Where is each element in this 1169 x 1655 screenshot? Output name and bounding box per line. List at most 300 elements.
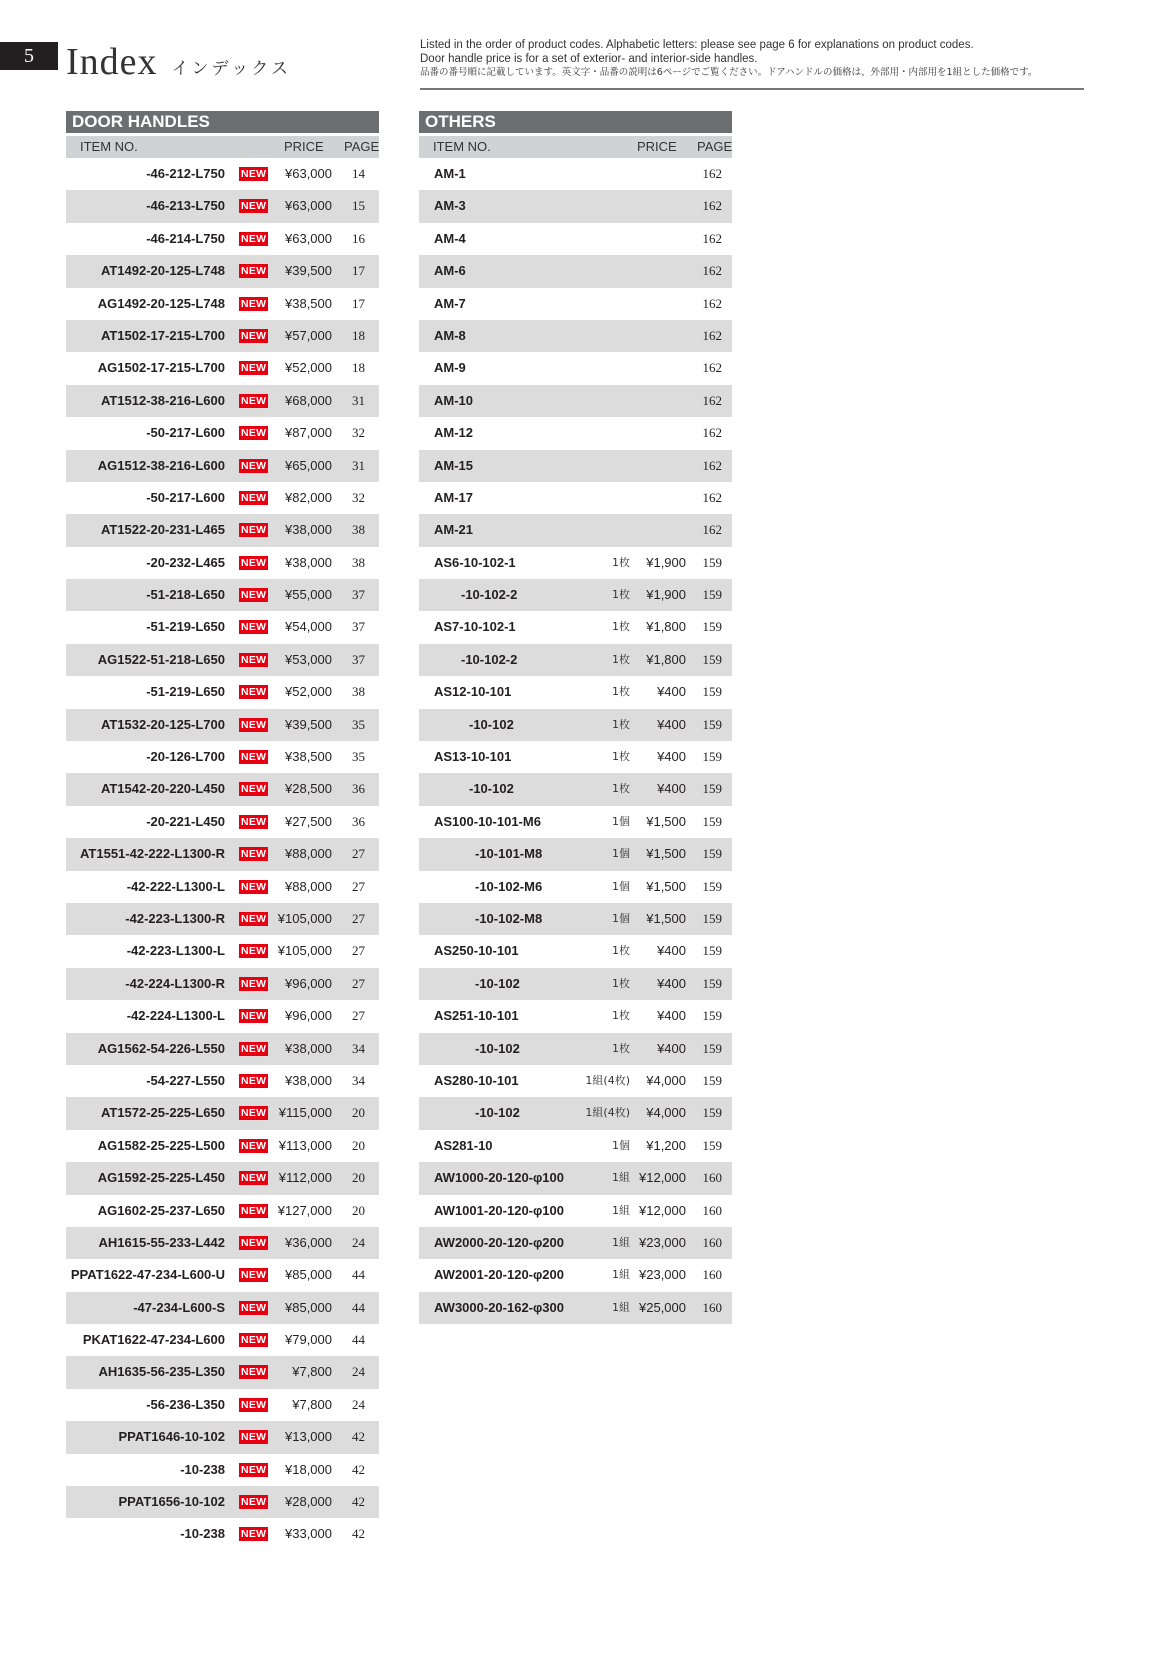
item-code: AM-21 xyxy=(434,522,474,538)
table-row xyxy=(66,1454,379,1486)
item-code: AG1522-51-218-L650 xyxy=(97,651,225,667)
item-price: ¥112,000 xyxy=(278,1170,332,1186)
others-section xyxy=(419,111,732,1324)
table-row xyxy=(66,352,379,384)
item-page: 38 xyxy=(352,554,365,570)
item-page: 20 xyxy=(352,1170,365,1186)
table-row xyxy=(66,1486,379,1518)
new-badge: NEW xyxy=(241,524,267,537)
item-code: AW3000-20-162-φ300 xyxy=(434,1299,564,1315)
item-page: 162 xyxy=(702,327,722,343)
item-price: ¥96,000 xyxy=(285,1008,332,1024)
item-code: AM-6 xyxy=(434,263,466,279)
item-code: -10-102-2 xyxy=(461,651,518,667)
table-row xyxy=(66,190,379,222)
item-code: -50-217-L600 xyxy=(146,425,225,441)
new-badge: NEW xyxy=(241,200,267,213)
item-price: ¥28,000 xyxy=(285,1494,332,1510)
item-code: -20-232-L465 xyxy=(146,554,225,570)
item-code: AT1551-42-222-L1300-R xyxy=(80,846,225,862)
new-badge: NEW xyxy=(241,1463,267,1476)
table-row xyxy=(419,806,732,838)
item-code: AM-4 xyxy=(434,230,466,246)
table-row xyxy=(66,1389,379,1421)
new-badge: NEW xyxy=(241,880,267,893)
item-code: AG1592-25-225-L450 xyxy=(97,1170,225,1186)
item-code: -10-102 xyxy=(475,1040,520,1056)
item-page: 24 xyxy=(352,1234,365,1250)
item-page: 18 xyxy=(352,327,365,343)
door-handles-rows xyxy=(66,158,379,1551)
item-page: 159 xyxy=(702,651,722,667)
item-price: ¥400 xyxy=(657,1008,686,1024)
item-price: ¥39,500 xyxy=(285,716,332,732)
item-page: 16 xyxy=(352,230,365,246)
table-row xyxy=(419,1000,732,1032)
item-page: 44 xyxy=(352,1299,365,1315)
table-row xyxy=(66,158,379,190)
item-page: 20 xyxy=(352,1202,365,1218)
item-code: -42-224-L1300-L xyxy=(126,1008,225,1024)
header-notes xyxy=(420,38,1100,80)
table-row xyxy=(419,547,732,579)
table-row xyxy=(66,1000,379,1032)
new-badge: NEW xyxy=(241,653,267,666)
item-price: ¥85,000 xyxy=(285,1299,332,1315)
item-page: 27 xyxy=(352,846,365,862)
item-price: ¥1,500 xyxy=(646,813,686,829)
item-page: 34 xyxy=(352,1072,365,1088)
table-row xyxy=(66,1227,379,1259)
new-badge: NEW xyxy=(241,815,267,828)
new-badge: NEW xyxy=(241,265,267,278)
item-page: 31 xyxy=(352,392,365,408)
item-price: ¥13,000 xyxy=(285,1429,332,1445)
note-price: Door handle price is for a set of exterior- and interior-side handles. xyxy=(420,53,758,65)
item-price: ¥1,500 xyxy=(646,846,686,862)
item-page: 24 xyxy=(352,1364,365,1380)
item-price: ¥88,000 xyxy=(285,846,332,862)
item-page: 15 xyxy=(352,198,365,214)
table-row xyxy=(419,935,732,967)
item-page: 36 xyxy=(352,813,365,829)
item-code: -51-219-L650 xyxy=(146,619,225,635)
item-code: AT1492-20-125-L748 xyxy=(100,263,225,279)
item-code: AM-17 xyxy=(434,489,474,505)
new-badge: NEW xyxy=(241,589,267,602)
table-row xyxy=(419,1065,732,1097)
item-page: 27 xyxy=(352,1008,365,1024)
table-row xyxy=(419,903,732,935)
item-page: 18 xyxy=(352,360,365,376)
item-code: -42-223-L1300-R xyxy=(125,910,225,926)
table-row xyxy=(66,968,379,1000)
item-code: -50-217-L600 xyxy=(146,489,225,505)
new-badge: NEW xyxy=(241,1204,267,1217)
item-price: ¥38,000 xyxy=(285,1040,332,1056)
item-page: 159 xyxy=(702,813,722,829)
door-handles-section xyxy=(66,111,379,1551)
item-page: 159 xyxy=(702,910,722,926)
item-code: AH1635-56-235-L350 xyxy=(98,1364,225,1380)
item-page: 162 xyxy=(702,457,722,473)
item-code: -42-224-L1300-R xyxy=(125,975,225,991)
item-code: AW2001-20-120-φ200 xyxy=(434,1267,564,1283)
table-row xyxy=(419,255,732,287)
table-row xyxy=(419,1227,732,1259)
item-page: 159 xyxy=(702,1008,722,1024)
new-badge: NEW xyxy=(241,977,267,990)
item-page: 42 xyxy=(352,1494,365,1510)
item-page: 159 xyxy=(702,554,722,570)
item-unit: 1組 xyxy=(612,1235,630,1249)
item-price: ¥1,800 xyxy=(646,619,686,635)
table-row xyxy=(66,288,379,320)
table-row xyxy=(66,547,379,579)
new-badge: NEW xyxy=(241,848,267,861)
table-row xyxy=(66,1130,379,1162)
table-row xyxy=(66,773,379,805)
item-page: 17 xyxy=(352,295,365,311)
col-item-no: ITEM NO. xyxy=(80,139,138,154)
new-badge: NEW xyxy=(241,1301,267,1314)
item-unit: 1枚 xyxy=(612,588,630,602)
item-page: 44 xyxy=(352,1332,365,1348)
item-page: 17 xyxy=(352,263,365,279)
item-price: ¥12,000 xyxy=(639,1202,686,1218)
item-code: AM-9 xyxy=(434,360,466,376)
item-page: 159 xyxy=(702,878,722,894)
item-unit: 1個 xyxy=(612,1138,630,1152)
item-page: 162 xyxy=(702,263,722,279)
item-page: 42 xyxy=(352,1526,365,1542)
item-price: ¥85,000 xyxy=(285,1267,332,1283)
item-unit: 1個 xyxy=(612,911,630,925)
item-code: AM-3 xyxy=(434,198,466,214)
table-row xyxy=(66,482,379,514)
item-unit: 1枚 xyxy=(612,685,630,699)
item-code: AS250-10-101 xyxy=(434,943,519,959)
item-code: AH1615-55-233-L442 xyxy=(98,1234,225,1250)
table-row xyxy=(66,579,379,611)
item-price: ¥54,000 xyxy=(285,619,332,635)
item-code: -46-213-L750 xyxy=(146,198,225,214)
item-unit: 1組 xyxy=(612,1300,630,1314)
item-page: 159 xyxy=(702,1105,722,1121)
new-badge: NEW xyxy=(241,556,267,569)
new-badge: NEW xyxy=(241,1139,267,1152)
others-rows xyxy=(419,158,732,1324)
page-number: 5 xyxy=(0,42,58,70)
new-badge: NEW xyxy=(241,912,267,925)
col-page: PAGE xyxy=(697,139,733,154)
item-price: ¥7,800 xyxy=(292,1396,332,1412)
table-row xyxy=(66,1065,379,1097)
item-code: AT1502-17-215-L700 xyxy=(100,327,225,343)
item-page: 160 xyxy=(702,1234,722,1250)
column-header xyxy=(66,133,379,158)
item-price: ¥96,000 xyxy=(285,975,332,991)
table-row xyxy=(66,1097,379,1129)
item-code: -10-102-M6 xyxy=(475,878,543,894)
table-row xyxy=(66,450,379,482)
item-code: -10-102 xyxy=(475,975,520,991)
item-price: ¥1,500 xyxy=(646,910,686,926)
table-row xyxy=(66,1195,379,1227)
item-page: 38 xyxy=(352,522,365,538)
item-code: AS13-10-101 xyxy=(434,749,512,765)
item-page: 42 xyxy=(352,1429,365,1445)
table-row xyxy=(66,676,379,708)
table-row xyxy=(419,1162,732,1194)
item-page: 159 xyxy=(702,943,722,959)
item-page: 27 xyxy=(352,878,365,894)
table-row xyxy=(66,1292,379,1324)
item-unit: 1枚 xyxy=(612,976,630,990)
item-code: AW1000-20-120-φ100 xyxy=(434,1170,564,1186)
item-price: ¥400 xyxy=(657,716,686,732)
new-badge: NEW xyxy=(241,232,267,245)
new-badge: NEW xyxy=(241,1172,267,1185)
item-page: 159 xyxy=(702,1040,722,1056)
item-price: ¥400 xyxy=(657,1040,686,1056)
new-badge: NEW xyxy=(241,1528,267,1541)
item-unit: 1組 xyxy=(612,1171,630,1185)
item-page: 162 xyxy=(702,425,722,441)
table-row xyxy=(419,190,732,222)
table-row xyxy=(66,1162,379,1194)
item-price: ¥1,900 xyxy=(646,554,686,570)
item-price: ¥57,000 xyxy=(285,327,332,343)
item-code: AS281-10 xyxy=(434,1137,493,1153)
item-unit: 1枚 xyxy=(612,620,630,634)
item-code: AS7-10-102-1 xyxy=(434,619,516,635)
table-row xyxy=(66,1356,379,1388)
new-badge: NEW xyxy=(241,427,267,440)
table-row xyxy=(419,320,732,352)
new-badge: NEW xyxy=(241,168,267,180)
item-page: 160 xyxy=(702,1267,722,1283)
item-page: 20 xyxy=(352,1105,365,1121)
table-row xyxy=(419,1097,732,1129)
new-badge: NEW xyxy=(241,1010,267,1023)
item-page: 35 xyxy=(352,716,365,732)
item-code: -54-227-L550 xyxy=(146,1072,225,1088)
item-price: ¥400 xyxy=(657,749,686,765)
new-badge: NEW xyxy=(241,1496,267,1509)
item-code: AG1602-25-237-L650 xyxy=(97,1202,225,1218)
item-code: AM-8 xyxy=(434,327,466,343)
item-page: 159 xyxy=(702,975,722,991)
item-price: ¥28,500 xyxy=(285,781,332,797)
item-code: AT1522-20-231-L465 xyxy=(100,522,225,538)
table-row xyxy=(419,1033,732,1065)
new-badge: NEW xyxy=(241,718,267,731)
item-code: -20-221-L450 xyxy=(146,813,225,829)
item-price: ¥63,000 xyxy=(285,166,332,181)
title-japanese: インデックス xyxy=(171,59,292,79)
item-code: -10-102 xyxy=(475,1105,520,1121)
item-code: AG1502-17-215-L700 xyxy=(97,360,225,376)
item-price: ¥400 xyxy=(657,975,686,991)
item-code: AM-7 xyxy=(434,295,466,311)
item-unit: 1組 xyxy=(612,1203,630,1217)
item-price: ¥55,000 xyxy=(285,587,332,603)
item-code: -10-102 xyxy=(469,781,514,797)
item-price: ¥127,000 xyxy=(277,1202,332,1218)
item-code: -10-238 xyxy=(180,1526,225,1542)
header-rule xyxy=(420,88,1084,90)
item-page: 159 xyxy=(702,619,722,635)
col-page: PAGE xyxy=(344,139,380,154)
item-price: ¥1,900 xyxy=(646,587,686,603)
item-code: AW1001-20-120-φ100 xyxy=(434,1202,564,1218)
item-code: -10-101-M8 xyxy=(475,846,543,862)
item-unit: 1組 xyxy=(612,1268,630,1282)
table-row xyxy=(66,806,379,838)
table-row xyxy=(66,1421,379,1453)
col-price: PRICE xyxy=(637,139,677,154)
table-row xyxy=(66,838,379,870)
new-badge: NEW xyxy=(241,1236,267,1249)
table-row xyxy=(66,644,379,676)
section-title: DOOR HANDLES xyxy=(66,111,379,133)
item-code: AT1572-25-225-L650 xyxy=(100,1105,225,1121)
item-code: -10-102-2 xyxy=(461,587,518,603)
new-badge: NEW xyxy=(241,945,267,958)
item-code: AM-1 xyxy=(434,166,466,181)
item-page: 160 xyxy=(702,1299,722,1315)
new-badge: NEW xyxy=(241,459,267,472)
item-code: AG1512-38-216-L600 xyxy=(97,457,225,473)
item-price: ¥52,000 xyxy=(285,360,332,376)
item-code: AM-12 xyxy=(434,425,474,441)
item-page: 24 xyxy=(352,1396,365,1412)
item-price: ¥36,000 xyxy=(285,1234,332,1250)
new-badge: NEW xyxy=(241,621,267,634)
table-row xyxy=(66,223,379,255)
table-row xyxy=(419,579,732,611)
table-row xyxy=(419,1195,732,1227)
item-price: ¥400 xyxy=(657,943,686,959)
item-code: PPAT1646-10-102 xyxy=(118,1429,225,1445)
table-row xyxy=(66,1518,379,1550)
table-row xyxy=(66,1259,379,1291)
new-badge: NEW xyxy=(241,1398,267,1411)
item-code: -42-223-L1300-L xyxy=(126,943,225,959)
item-price: ¥23,000 xyxy=(639,1234,686,1250)
item-code: -42-222-L1300-L xyxy=(126,878,225,894)
table-row xyxy=(419,417,732,449)
table-row xyxy=(419,1130,732,1162)
table-row xyxy=(66,741,379,773)
item-price: ¥12,000 xyxy=(639,1170,686,1186)
item-price: ¥63,000 xyxy=(285,230,332,246)
item-page: 159 xyxy=(702,846,722,862)
item-price: ¥1,500 xyxy=(646,878,686,894)
table-row xyxy=(66,935,379,967)
item-code: AW2000-20-120-φ200 xyxy=(434,1234,564,1250)
item-unit: 1枚 xyxy=(612,782,630,796)
table-row xyxy=(66,514,379,546)
item-page: 159 xyxy=(702,1072,722,1088)
item-price: ¥87,000 xyxy=(285,425,332,441)
item-price: ¥88,000 xyxy=(285,878,332,894)
item-page: 162 xyxy=(702,166,722,181)
new-badge: NEW xyxy=(241,751,267,764)
table-row xyxy=(419,1292,732,1324)
note-japanese: 品番の番号順に記載しています。英文字・品番の説明は6ページでご覧ください。ドアハンドルの価格は、外部用・内部用を1組とした価格です。 xyxy=(420,67,1038,78)
item-price: ¥113,000 xyxy=(278,1137,332,1153)
new-badge: NEW xyxy=(241,783,267,796)
item-page: 31 xyxy=(352,457,365,473)
table-row xyxy=(66,1324,379,1356)
item-unit: 1組(4枚) xyxy=(585,1106,630,1120)
table-row xyxy=(419,741,732,773)
table-row xyxy=(419,1259,732,1291)
item-page: 159 xyxy=(702,781,722,797)
item-unit: 1枚 xyxy=(612,652,630,666)
col-price: PRICE xyxy=(284,139,324,154)
new-badge: NEW xyxy=(241,297,267,310)
table-row xyxy=(419,968,732,1000)
item-code: -10-238 xyxy=(180,1461,225,1477)
new-badge: NEW xyxy=(241,686,267,699)
item-price: ¥38,000 xyxy=(285,554,332,570)
item-page: 27 xyxy=(352,975,365,991)
item-page: 159 xyxy=(702,716,722,732)
item-page: 160 xyxy=(702,1170,722,1186)
item-page: 37 xyxy=(352,651,365,667)
table-row xyxy=(419,352,732,384)
item-code: PPAT1656-10-102 xyxy=(118,1494,225,1510)
item-price: ¥38,500 xyxy=(285,295,332,311)
item-page: 162 xyxy=(702,489,722,505)
item-page: 162 xyxy=(702,295,722,311)
table-row xyxy=(66,385,379,417)
item-code: AG1492-20-125-L748 xyxy=(97,295,225,311)
table-row xyxy=(419,611,732,643)
item-page: 162 xyxy=(702,392,722,408)
item-page: 162 xyxy=(702,360,722,376)
item-price: ¥63,000 xyxy=(285,198,332,214)
page-title xyxy=(66,40,291,84)
item-price: ¥79,000 xyxy=(285,1332,332,1348)
table-row xyxy=(419,871,732,903)
item-code: -46-214-L750 xyxy=(146,230,225,246)
item-page: 34 xyxy=(352,1040,365,1056)
item-price: ¥4,000 xyxy=(646,1105,686,1121)
section-title: OTHERS xyxy=(419,111,732,133)
item-price: ¥1,200 xyxy=(646,1137,686,1153)
item-unit: 1個 xyxy=(612,847,630,861)
item-page: 160 xyxy=(702,1202,722,1218)
table-row xyxy=(419,385,732,417)
item-price: ¥82,000 xyxy=(285,489,332,505)
item-price: ¥400 xyxy=(657,684,686,700)
table-row xyxy=(66,1033,379,1065)
table-row xyxy=(419,223,732,255)
item-page: 38 xyxy=(352,684,365,700)
item-unit: 1枚 xyxy=(612,555,630,569)
item-page: 162 xyxy=(702,198,722,214)
item-code: AM-10 xyxy=(434,392,474,408)
note-order: Listed in the order of product codes. Alphabetic letters: please see page 6 for explanations on product codes. xyxy=(420,39,974,51)
item-price: ¥7,800 xyxy=(292,1364,332,1380)
item-code: AS6-10-102-1 xyxy=(434,554,516,570)
item-price: ¥68,000 xyxy=(285,392,332,408)
item-code: PKAT1622-47-234-L600 xyxy=(82,1332,225,1348)
